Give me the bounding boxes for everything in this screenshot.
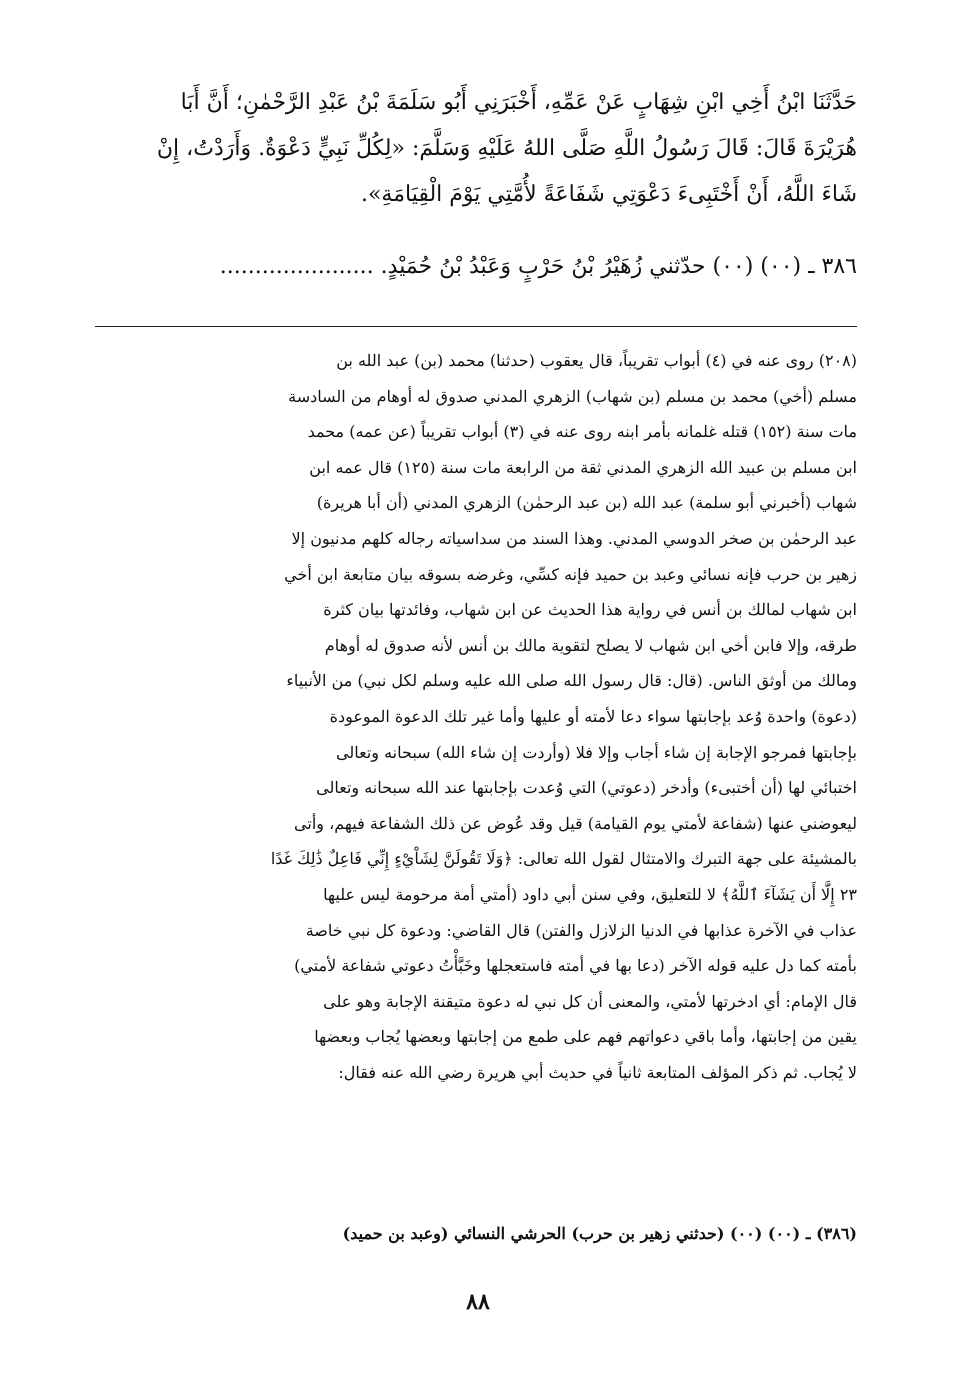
next-commentary-heading: (٣٨٦) ـ (٠٠) (٠٠) (حدثني زهير بن حرب) الحرشي النسائي (وعبد بن حميد) (342, 1224, 857, 1243)
commentary-line: لا يُجاب. ثم ذكر المؤلف المتابعة ثانياً في حديث أبي هريرة رضي الله عنه فقال: (338, 1062, 857, 1082)
commentary-line: بالمشيئة على جهة التبرك والامتثال لقول الله تعالى: ﴿وَلَا تَقُولَنَّ لِشَاْيْءٍ إِنِّي فَاعِلٌ ذَٰلِكَ غَدًا (270, 849, 857, 869)
commentary-line: ابن شهاب لمالك بن أنس في رواية هذا الحديث عن ابن شهاب، وفائدتها بيان كثرة (323, 600, 857, 620)
commentary-line: (٢٠٨) روى عنه في (٤) أبواب تقريباً، قال يعقوب (حدثنا) محمد (بن) عبد الله بن (336, 351, 857, 370)
commentary-line: ابن مسلم بن عبيد الله الزهري المدني ثقة من الرابعة مات سنة (١٢٥) قال عمه ابن (309, 457, 857, 477)
commentary-line: عبد الرحمٰن بن صخر الدوسي المدني. وهذا السند من سداسياته رجاله كلهم مدنيون إلا (291, 528, 857, 548)
hadith-line: حَدَّثَنَا ابْنُ أَخِي ابْنِ شِهَابٍ عَنْ عَمِّهِ، أَخْبَرَنِي أَبُو سَلَمَةَ بْنُ عَبْدِ الرَّحْمٰنِ؛ أَنَّ أَبَا (180, 90, 857, 115)
commentary-line: اختبائي لها (أن أختبىء) وأدخر (دعوتي) التي وُعدت بإجابتها عند الله سبحانه وتعالى (316, 778, 857, 798)
commentary-line: (دعوة) واحدة وُعد بإجابتها سواء دعا لأمته أو عليها وأما غير تلك الدعوة الموعودة (329, 706, 857, 726)
commentary-line: عذاب في الآخرة عذابها في الدنيا الزلازل والفتن) قال القاضي: ودعوة كل نبي خاصة (305, 920, 857, 940)
commentary-line: ليعوضني عنها (شفاعة لأمتي يوم القيامة) قيل وقد عُوض عن ذلك الشفاعة فيهم، وأتى (294, 813, 857, 833)
next-hadith-text: ٣٨٦ ـ (٠٠) (٠٠) حدّثني زُهَيْرُ بْنُ حَرْبٍ وَعَبْدُ بْنُ حُمَيْدٍ. (380, 254, 857, 279)
hadith-text (95, 80, 857, 218)
commentary-line: طرقه، وإلا فابن أخي ابن شهاب لا يصلح لتقوية مالك بن أنس لأنه صدوق له أوهام (324, 635, 857, 655)
commentary-line: شهاب (أخبرني أبو سلمة) عبد الله (بن عبد الرحمٰن) الزهري المدني (أن أبا هريرة) (316, 493, 857, 513)
commentary-line: بإجابتها فمرجو الإجابة إن شاء أجاب وإلا فلا (وأردت إن شاء الله) سبحانه وتعالى (336, 742, 857, 762)
commentary-line: قال الإمام: أي ادخرتها لأمتي، والمعنى أن كل نبي له دعوة متيقنة الإجابة وهو على (323, 991, 857, 1011)
commentary-line: مسلم (أخي) محمد بن مسلم (بن شهاب) الزهري المدني صدوق له أوهام من السادسة (288, 386, 857, 406)
hadith-line: شَاءَ اللَّهُ، أَنْ أَخْتَبِىءَ دَعْوَتِي شَفَاعَةً لأُمَّتِي يَوْمَ الْقِيَامَةِ». (360, 182, 857, 207)
footnote-divider (95, 326, 857, 327)
commentary-line: بأمته كما دل عليه قوله الآخر (دعا بها في أمته فاستعجلها وخَبَّأْتُ دعوتي شفاعة لأمتي) (294, 956, 857, 976)
page-number: ٨٨ (466, 1289, 490, 1315)
commentary-line: يقين من إجابتها، وأما باقي دعواتهم فهم على طمع من إجابتها وبعضها يُجاب وبعضها (314, 1027, 857, 1047)
commentary-line: مات سنة (١٥٢) قتله غلمانه بأمر ابنه روى عنه في (٣) أبواب تقريباً (عن عمه) محمد (307, 422, 857, 442)
commentary-line: ومالك من أوثق الناس. (قال: قال رسول الله صلى الله عليه وسلم لكل نبي) من الأنبياء (286, 671, 857, 691)
commentary (95, 343, 857, 1090)
commentary-line: زهير بن حرب فإنه نسائي وعبد بن حميد فإنه كسِّي، وغرضه بسوقه بيان متابعة ابن أخي (284, 564, 857, 584)
commentary-line: ٢٣ إِلَّا أَن يَشَآءَ ٱللَّهُ﴾ لا للتعليق، وفي سنن أبي داود (أمتي أمة مرحومة ليس عليها (323, 884, 857, 904)
continuation-dots: ...................... (219, 254, 374, 279)
next-hadith-heading (95, 244, 857, 290)
hadith-line: هُرَيْرَةَ قَالَ: قَالَ رَسُولُ اللَّهِ صَلَّى اللهُ عَلَيْهِ وَسَلَّمَ: «لِكُلِّ نَبِيٍّ دَعْوَةٌ. وَأَرَدْتُ، إِنْ (156, 136, 857, 161)
